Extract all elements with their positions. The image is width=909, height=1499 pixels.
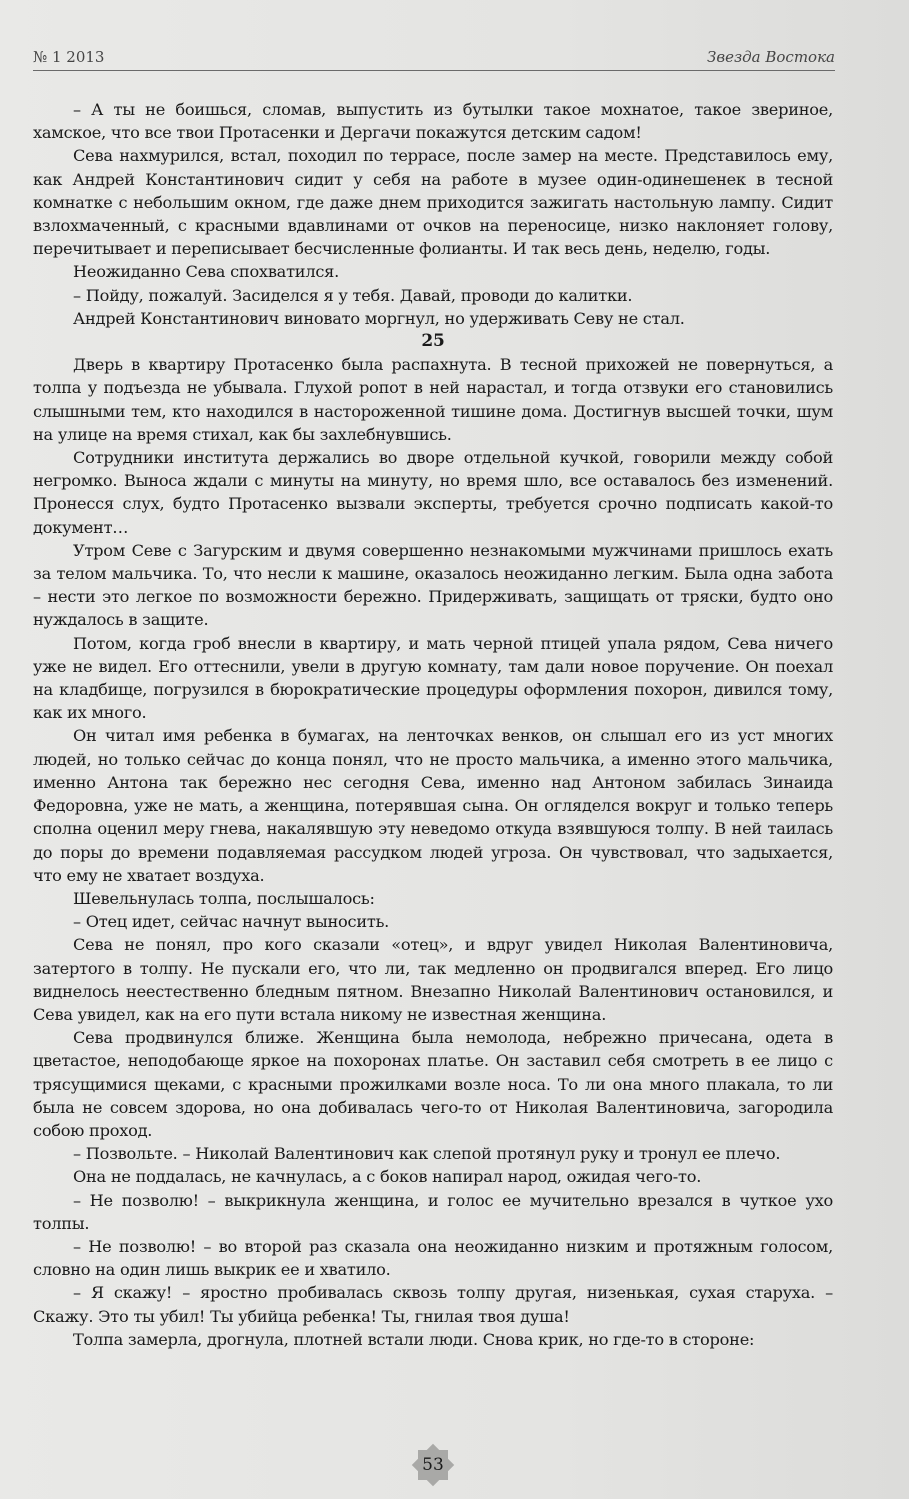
paragraph: Шевельнулась толпа, послышалось: [73,888,375,908]
chapter-number: 25 [421,331,445,352]
paragraph: Дверь в квартиру Протасенко была распахнута. В тесной прихожей не повернуться, а толпа у подъезда не убывала. Глухой ропот в ней нарастал, и тогда отзвуки его становились слышными тем, кто находился в настороженной тишине дома. Достигнув высшей точки, шум на улице на время стихал, как бы захлебнувшись. [33,355,833,444]
paragraph: Андрей Константинович виновато моргнул, но удерживать Севу не стал. [73,308,685,328]
page-number-badge [410,1442,456,1488]
paragraph: Он читал имя ребенка в бумагах, на ленточках венков, он слышал его из уст многих людей, но только сейчас до конца понял, что не просто мальчика, а именно этого мальчика, именно Антона так бережно нес сегодня Сева, именно над Антоном забилась Зинаида Федоровна, уже не мать, а женщина, потерявшая сына. Он огляделся вокруг и только теперь сполна оценил меру гнева, накалявшую эту неведомо откуда взявшуюся толпу. В ней таилась до поры до времени подавляемая рассудком людей угроза. Он чувствовал, что задыхается, что ему не хватает воздуха. [33,726,833,885]
body-text [33,98,833,1351]
paragraph: Сева нахмурился, встал, походил по террасе, после замер на месте. Представилось ему, как Андрей Константинович сидит у себя на работе в музее один-одинешенек в тесной комнатке с небольшим окном, где даже днем приходится зажигать настольную лампу. Сидит взлохмаченный, с красными вдавлинами от очков на переносице, низко наклоняет голову, перечитывает и переписывает бесчисленные фолианты. И так весь день, неделю, годы. [33,146,833,259]
paragraph: – Не позволю! – выкрикнула женщина, и голос ее мучительно врезался в чуткое ухо толпы. [33,1190,833,1233]
issue-label: № 1 2013 [33,48,105,66]
paragraph: Неожиданно Сева спохватился. [73,262,340,282]
paragraph: Толпа замерла, дрогнула, плотней встали люди. Снова крик, но где-то в стороне: [73,1329,755,1349]
paragraph: Сева продвинулся ближе. Женщина была немолода, небрежно причесана, одета в цветастое, неподобающе яркое на похоронах платье. Он заставил себя смотреть в ее лицо с трясущимися щеками, с красными прожилками возле носа. То ли она много плакала, то ли была не совсем здорова, но она добивалась чего-то от Николая Валентиновича, загородила собою проход. [33,1028,833,1140]
running-head [33,48,835,71]
journal-title: Звезда Востока [707,48,835,66]
paragraph: – Я скажу! – яростно пробивалась сквозь толпу другая, низенькая, сухая старуха. – Скажу. Это ты убил! Ты убийца ребенка! Ты, гнилая твоя душа! [33,1283,833,1326]
paragraph: – А ты не боишься, сломав, выпустить из бутылки такое мохнатое, такое звериное, хамское, что все твои Протасенки и Дергачи покажутся детским садом! [33,100,833,143]
paragraph: Утром Севе с Загурским и двумя совершенно незнакомыми мужчинами пришлось ехать за телом мальчика. То, что несли к машине, оказалось неожиданно легким. Была одна забота – нести это легкое по возможности бережно. Придерживать, защищать от тряски, будто оно нуждалось в защите. [33,540,833,630]
paragraph: – Отец идет, сейчас начнут выносить. [73,912,390,932]
paragraph: Сотрудники института держались во дворе отдельной кучкой, говорили между собой негромко. Выноса ждали с минуты на минуту, но время шло, все оставалось без изменений. Пронесся слух, будто Протасенко вызвали эксперты, требуется срочно подписать какой-то документ… [33,448,833,537]
paragraph: Она не поддалась, не качнулась, а с боков напирал народ, ожидая чего-то. [73,1167,702,1187]
paragraph: – Позвольте. – Николай Валентинович как слепой протянул руку и тронул ее плечо. [73,1144,781,1164]
paragraph: – Не позволю! – во второй раз сказала она неожиданно низким и протяжным голосом, словно на один лишь выкрик ее и хватило. [33,1236,833,1280]
paragraph: Потом, когда гроб внесли в квартиру, и мать черной птицей упала рядом, Сева ничего уже не видел. Его оттеснили, увели в другую комнату, там дали новое поручение. Он поехал на кладбище, погрузился в бюрократические процедуры оформления похорон, дивился тому, как их много. [33,633,833,723]
page-number: 53 [422,1455,444,1475]
paragraph: Сева не понял, про кого сказали «отец», и вдруг увидел Николая Валентиновича, затертого в толпу. Не пускали его, что ли, так медленно он продвигался вперед. Его лицо виднелось неестественно бледным пятном. Внезапно Николай Валентинович остановился, и Сева увидел, как на его пути встала никому не известная женщина. [33,935,833,1024]
paragraph: – Пойду, пожалуй. Засиделся я у тебя. Давай, проводи до калитки. [73,285,633,305]
